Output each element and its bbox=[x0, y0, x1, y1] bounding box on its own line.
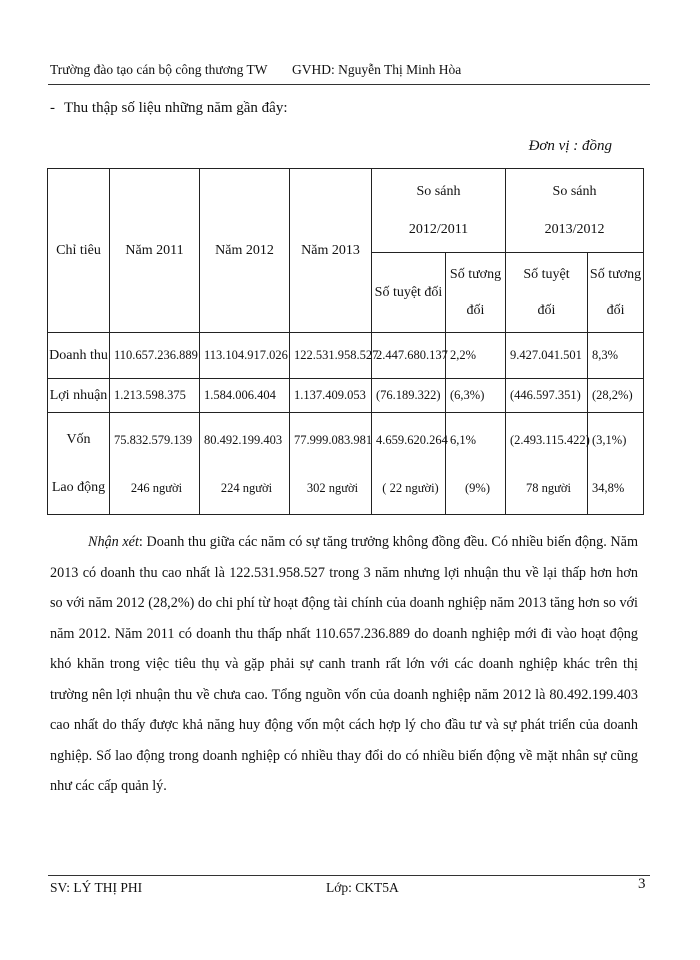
header-relative-2 bbox=[588, 253, 644, 333]
cell-2012: 80.492.199.403 bbox=[204, 432, 283, 447]
header-divider bbox=[48, 84, 650, 85]
cell-abs-1: 2.447.680.137 bbox=[372, 333, 446, 379]
cell-rel-2: 8,3% bbox=[588, 333, 644, 379]
student-name: SV: LÝ THỊ PHI bbox=[50, 880, 143, 895]
cell-2013: 302 người bbox=[306, 480, 359, 495]
cell-rel-1: (9%) bbox=[465, 480, 490, 495]
cell-abs-1: 4.659.620.264 bbox=[376, 432, 448, 447]
header-indicator: Chỉ tiêu bbox=[48, 169, 110, 333]
row-label-pair bbox=[48, 413, 110, 515]
cell-2012-pair bbox=[200, 413, 290, 515]
cell-rel-1-pair bbox=[446, 413, 506, 515]
cell-2012: 1.584.006.404 bbox=[200, 379, 290, 413]
header-absolute-1: Số tuyệt đối bbox=[372, 253, 446, 333]
cell-rel-2-pair bbox=[588, 413, 644, 515]
header-year-2011: Năm 2011 bbox=[110, 169, 200, 333]
cell-2013-pair bbox=[290, 413, 372, 515]
row-label: Lao động bbox=[51, 479, 106, 495]
header-absolute-2 bbox=[506, 253, 588, 333]
cell-abs-2: (2.493.115.422) bbox=[510, 432, 590, 447]
class-name: Lớp: CKT5A bbox=[326, 880, 399, 895]
header-compare-2012-2011 bbox=[372, 169, 506, 253]
compare1-line2: 2012/2011 bbox=[408, 221, 469, 237]
header-relative-1 bbox=[446, 253, 506, 333]
school-name: Trường đào tạo cán bộ công thương TW bbox=[50, 62, 268, 77]
comment-paragraph bbox=[50, 527, 638, 802]
relative1-line1: Số tương bbox=[449, 266, 502, 282]
bullet-marker: - bbox=[50, 100, 55, 116]
header-compare-2013-2012 bbox=[506, 169, 644, 253]
relative2-line2: đối bbox=[606, 302, 625, 318]
cell-rel-2: 34,8% bbox=[592, 480, 625, 495]
row-label: Doanh thu bbox=[48, 333, 110, 379]
cell-abs-2-pair bbox=[506, 413, 588, 515]
cell-2012: 224 người bbox=[220, 480, 273, 495]
cell-abs-1: ( 22 người) bbox=[382, 480, 439, 495]
row-label: Vốn bbox=[66, 431, 91, 447]
section-heading-text: Thu thập số liệu những năm gần đây: bbox=[64, 100, 288, 116]
cell-abs-1: (76.189.322) bbox=[372, 379, 446, 413]
header-year-2012: Năm 2012 bbox=[200, 169, 290, 333]
compare2-line2: 2013/2012 bbox=[544, 221, 605, 237]
cell-rel-2: (28,2%) bbox=[588, 379, 644, 413]
relative1-line2: đối bbox=[466, 302, 485, 318]
page-number: 3 bbox=[638, 876, 646, 892]
compare1-line1: So sánh bbox=[416, 183, 461, 199]
page-header bbox=[50, 62, 650, 82]
cell-2011: 75.832.579.139 bbox=[114, 432, 193, 447]
cell-rel-1: 2,2% bbox=[446, 333, 506, 379]
cell-2012: 113.104.917.026 bbox=[200, 333, 290, 379]
absolute2-line2: đối bbox=[537, 302, 556, 318]
row-label: Lợi nhuận bbox=[48, 379, 110, 413]
cell-abs-2: 9.427.041.501 bbox=[506, 333, 588, 379]
comment-text: : Doanh thu giữa các năm có sự tăng trưởng không đồng đều. Có nhiều biến động. Năm 2013 có doanh thu cao nhất là 122.531.958.527 trong 3 năm nhưng lợi nhuận thu về lại thấp hơn hơn so với năm 2012 (28,2%) do chi phí từ hoạt động tài chính của doanh nghiệp năm 2013 tăng hơn so với năm 2012. Năm 2011 có doanh thu thấp nhất 110.657.236.889 do doanh nghiệp mới đi vào hoạt động khó khăn trong việc tiêu thụ và gặp phải sự canh tranh rất lớn với các doanh nghiệp khác trên thị trường nên lợi nhuận thu về chưa cao. Tổng nguồn vốn của doanh nghiệp năm 2012 là 80.492.199.403 cao nhất do thấy được khả năng huy động vốn một cách hợp lý cho đầu tư và sự phát triển của doanh nghiệp. Số lao động trong doanh nghiệp có nhiều thay đổi do có nhiều biến động về mặt nhân sự cũng như các cấp quản lý. bbox=[50, 534, 638, 794]
cell-2013: 77.999.083.981 bbox=[294, 432, 373, 447]
cell-abs-2: 78 người bbox=[526, 480, 571, 495]
cell-abs-1-pair bbox=[372, 413, 446, 515]
cell-rel-1: (6,3%) bbox=[446, 379, 506, 413]
table-row bbox=[48, 379, 644, 413]
data-table bbox=[47, 168, 644, 515]
cell-abs-2: (446.597.351) bbox=[506, 379, 588, 413]
footer-divider bbox=[48, 875, 650, 876]
cell-2011: 246 người bbox=[130, 480, 183, 495]
cell-rel-2: (3,1%) bbox=[592, 432, 627, 447]
cell-2011: 1.213.598.375 bbox=[110, 379, 200, 413]
absolute2-line1: Số tuyệt bbox=[523, 266, 570, 282]
cell-rel-1: 6,1% bbox=[450, 432, 477, 447]
header-year-2013: Năm 2013 bbox=[290, 169, 372, 333]
cell-2011-pair bbox=[110, 413, 200, 515]
compare2-line1: So sánh bbox=[552, 183, 597, 199]
unit-label: Đơn vị : đồng bbox=[528, 138, 612, 154]
table-row bbox=[48, 333, 644, 379]
cell-2011: 110.657.236.889 bbox=[110, 333, 200, 379]
table-row-merged bbox=[48, 413, 644, 515]
comment-label: Nhận xét bbox=[88, 534, 139, 550]
advisor-name: GVHD: Nguyễn Thị Minh Hòa bbox=[292, 62, 462, 77]
cell-2013: 122.531.958.527 bbox=[290, 333, 372, 379]
relative2-line1: Số tương bbox=[589, 266, 642, 282]
cell-2013: 1.137.409.053 bbox=[290, 379, 372, 413]
section-heading bbox=[50, 100, 288, 117]
